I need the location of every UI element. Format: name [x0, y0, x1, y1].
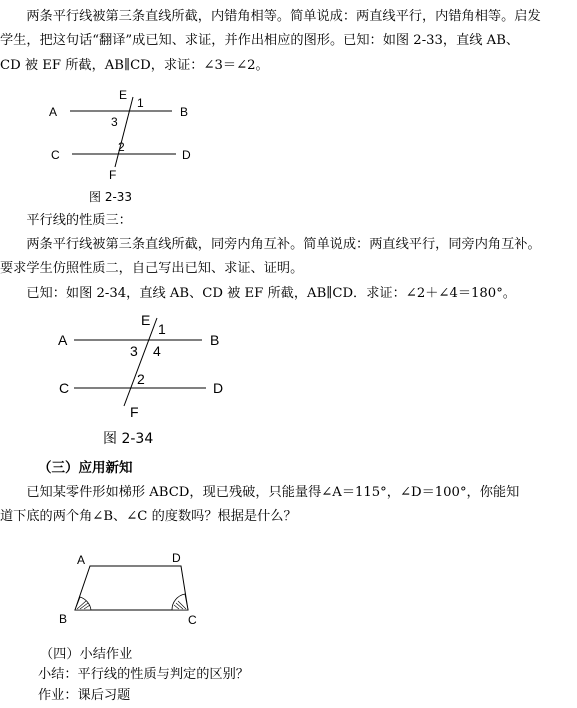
label-b: B: [59, 612, 68, 626]
paragraph-line: 两条平行线被第三条直线所截，同旁内角互补。简单说成：两直线平行，同旁内角互补。: [0, 237, 541, 252]
label-f: F: [130, 404, 139, 420]
label-angle-3: 3: [130, 343, 138, 359]
figure-2-34: [50, 310, 260, 452]
paragraph-line: 道下底的两个角∠B、∠C 的度数吗？根据是什么？: [0, 509, 297, 524]
label-c: C: [188, 613, 197, 627]
paragraph-line: 学生，把这句话“翻译”成已知、求证，并作出相应的图形。已知：如图 2-33，直线 AB、: [0, 33, 520, 48]
label-angle-1: 1: [158, 321, 166, 337]
label-a: A: [58, 332, 68, 348]
label-angle-4: 4: [153, 343, 161, 359]
label-c: C: [59, 380, 70, 396]
section-heading: 平行线的性质三：: [0, 213, 132, 228]
label-angle-2: 2: [118, 140, 125, 154]
figure-caption: 图 2-33: [89, 190, 133, 204]
paragraph-line: 已知某零件形如梯形 ABCD，现已残破，只能量得∠A＝115°，∠D＝100°，你能知: [0, 485, 520, 500]
paragraph-line: 两条平行线被第三条直线所截，内错角相等。简单说成：两直线平行，内错角相等。启发: [0, 9, 541, 24]
summary-line: 小结：平行线的性质与判定的区别？: [38, 667, 249, 682]
label-d: D: [213, 380, 224, 396]
label-angle-2: 2: [137, 371, 145, 387]
paragraph-line: 要求学生仿照性质二，自己写出已知、求证、证明。: [0, 261, 304, 276]
label-c: C: [51, 148, 60, 162]
label-d: D: [172, 551, 181, 565]
paragraph-line: CD 被 EF 所截，AB∥CD，求证：∠3＝∠2。: [0, 58, 269, 73]
label-angle-3: 3: [111, 115, 118, 129]
label-e: E: [141, 312, 151, 328]
figure-caption: 图 2-34: [103, 431, 154, 447]
label-a: A: [77, 553, 86, 567]
label-f: F: [109, 168, 117, 182]
trapezoid-abcd: [75, 566, 188, 610]
figure-2-33: [30, 86, 220, 206]
line-ef: [124, 318, 157, 406]
label-b: B: [210, 332, 220, 348]
label-angle-1: 1: [137, 96, 144, 110]
angle-c-mark: [172, 594, 188, 610]
homework-line: 作业：课后习题: [38, 688, 131, 703]
figure-trapezoid: [50, 545, 210, 635]
label-d: D: [182, 148, 191, 162]
paragraph-line: 已知：如图 2-34，直线 AB、CD 被 EF 所截，AB∥CD．求证：∠2＋∠4＝180°。: [0, 286, 516, 301]
line-ef: [115, 97, 133, 167]
section-heading: （四）小结作业: [40, 647, 133, 662]
section-heading: （三）应用新知: [38, 460, 133, 476]
label-e: E: [119, 88, 128, 102]
label-b: B: [180, 105, 189, 119]
label-a: A: [49, 105, 58, 119]
